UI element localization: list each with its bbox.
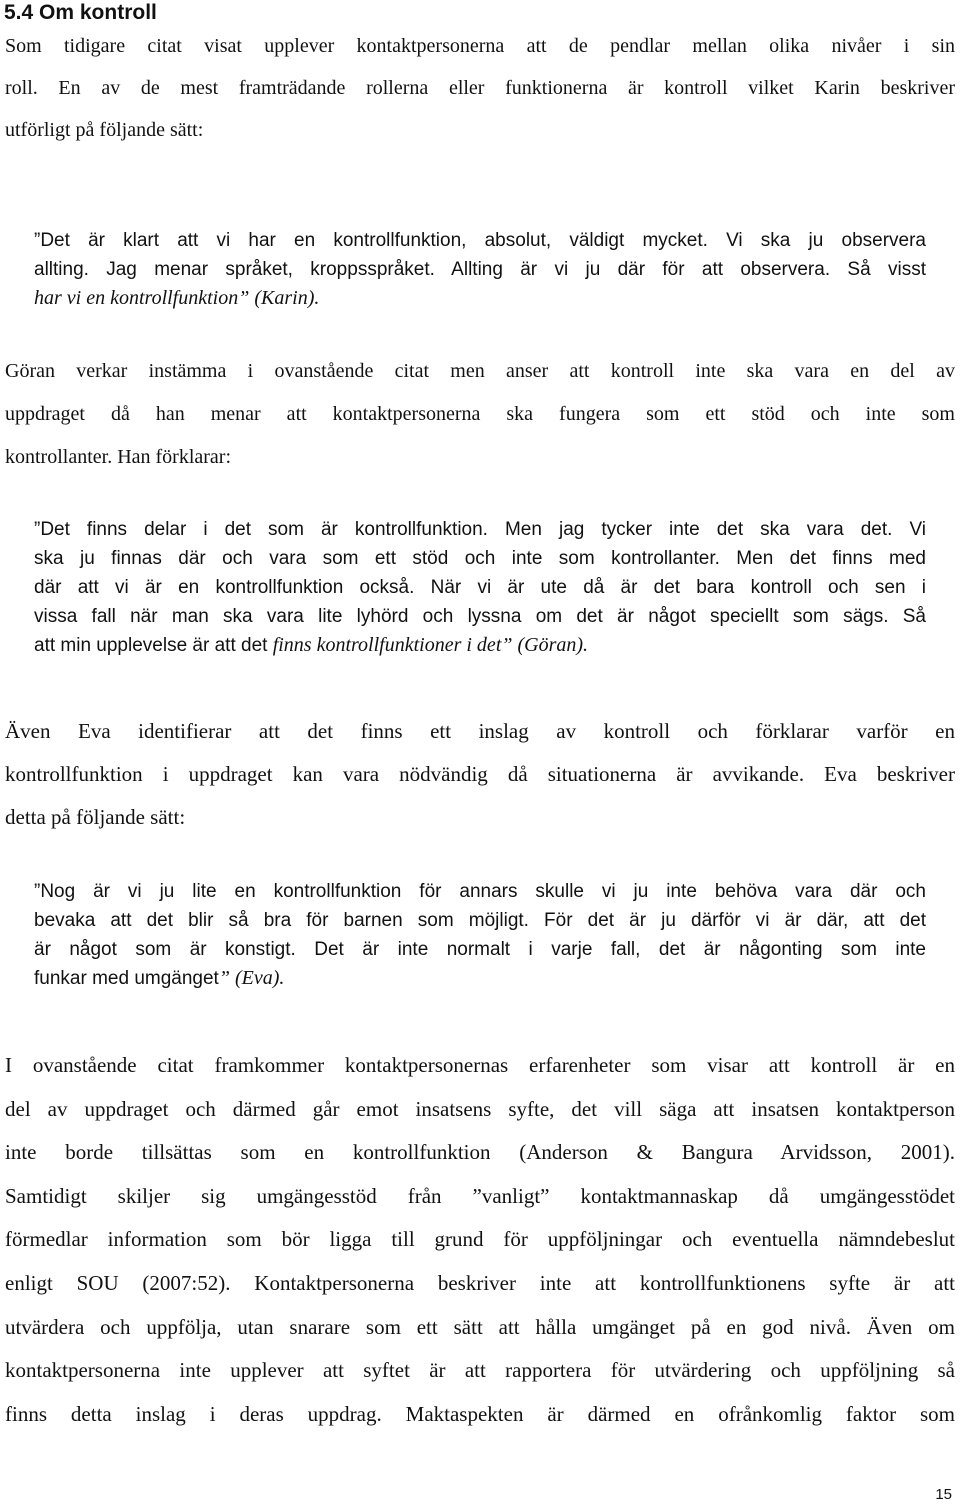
paragraph-line: Samtidigt skiljer sig umgängesstöd från ”vanligt” kontaktmannaskap då umgängesstödet bbox=[5, 1183, 955, 1208]
paragraph-line: detta på följande sätt: bbox=[5, 805, 186, 829]
quote-line: är något som är konstigt. Det är inte normalt i varje fall, det är någonting som inte bbox=[34, 939, 926, 960]
paragraph-line: Även Eva identifierar att det finns ett inslag av kontroll och förklarar varför en bbox=[5, 719, 955, 743]
paragraph-line: utförligt på följande sätt: bbox=[5, 119, 204, 141]
quote-line: har vi en kontrollfunktion” (Karin). bbox=[34, 287, 320, 309]
quote-line bbox=[34, 964, 926, 993]
paragraph-line: kontrollanter. Han förklarar: bbox=[5, 446, 232, 468]
paragraph-line: utvärdera och uppfölja, utan snarare som ett sätt att hålla umgänget på en god nivå. Även om bbox=[5, 1314, 955, 1339]
quote-karin bbox=[34, 226, 926, 313]
quote-line: ”Det finns delar i det som är kontrollfunktion. Men jag tycker inte det ska vara det. Vi bbox=[34, 519, 926, 540]
quote-line: ”Det är klart att vi har en kontrollfunktion, absolut, väldigt mycket. Vi ska ju observera bbox=[34, 230, 926, 251]
quote-goran bbox=[34, 515, 926, 660]
paragraph-line: enligt SOU (2007:52). Kontaktpersonerna beskriver inte att kontrollfunktionens syfte är att bbox=[5, 1270, 955, 1295]
paragraph-line: Göran verkar instämma i ovanstående citat men anser att kontroll inte ska vara en del av bbox=[5, 360, 955, 382]
paragraph-line: inte borde tillsättas som en kontrollfunktion (Anderson & Bangura Arvidsson, 2001). bbox=[5, 1140, 955, 1165]
quote-citation: ” (Eva). bbox=[218, 967, 285, 989]
quote-text: att min upplevelse är att det bbox=[34, 635, 273, 656]
paragraph-eva-intro bbox=[5, 710, 955, 839]
paragraph-line: Som tidigare citat visat upplever kontaktpersonerna att de pendlar mellan olika nivåer i sin bbox=[5, 35, 955, 57]
paragraph-line: finns detta inslag i deras uppdrag. Maktaspekten är därmed en ofrånkomlig faktor som bbox=[5, 1401, 955, 1426]
quote-citation: finns kontrollfunktioner i det” (Göran). bbox=[272, 634, 589, 656]
paragraph-line: roll. En av de mest framträdande rollerna eller funktionerna är kontroll vilket Karin beskriver bbox=[5, 77, 955, 99]
paragraph-line: uppdraget då han menar att kontaktpersonerna ska fungera som ett stöd och inte som bbox=[5, 403, 955, 425]
quote-line: vissa fall när man ska vara lite lyhörd och lyssna om det är något speciellt som sägs. Så bbox=[34, 606, 926, 627]
paragraph-analysis bbox=[5, 1044, 955, 1436]
paragraph-line: kontaktpersonerna inte upplever att syftet är att rapportera för utvärdering och uppföljning så bbox=[5, 1358, 955, 1383]
paragraph-line: kontrollfunktion i uppdraget kan vara nödvändig då situationerna är avvikande. Eva beskriver bbox=[5, 762, 955, 786]
page-number: 15 bbox=[935, 1486, 952, 1503]
paragraph-line: förmedlar information som bör ligga till grund för uppföljningar och eventuella nämndebeslut bbox=[5, 1227, 955, 1252]
paragraph-line: del av uppdraget och därmed går emot insatsens syfte, det vill säga att insatsen kontaktperson bbox=[5, 1096, 955, 1121]
paragraph-goran-intro bbox=[5, 350, 955, 479]
quote-line: bevaka att det blir så bra för barnen som möjligt. För det är ju därför vi är där, att det bbox=[34, 910, 926, 931]
quote-eva bbox=[34, 877, 926, 993]
quote-line: ”Nog är vi ju lite en kontrollfunktion för annars skulle vi ju inte behöva vara där och bbox=[34, 881, 926, 902]
paragraph-intro bbox=[5, 25, 955, 151]
quote-text: funkar med umgänget bbox=[34, 968, 219, 989]
quote-line bbox=[34, 631, 926, 660]
section-heading: 5.4 Om kontroll bbox=[4, 1, 157, 24]
quote-line: där att vi är en kontrollfunktion också. När vi är ute då är det bara kontroll och sen i bbox=[34, 577, 926, 598]
paragraph-line: I ovanstående citat framkommer kontaktpersonernas erfarenheter som visar att kontroll är en bbox=[5, 1053, 955, 1077]
quote-line: allting. Jag menar språket, kroppsspråket. Allting är vi ju där för att observera. Så visst bbox=[34, 259, 926, 280]
quote-line: ska ju finnas där och vara som ett stöd och inte som kontrollanter. Men det finns med bbox=[34, 548, 926, 569]
